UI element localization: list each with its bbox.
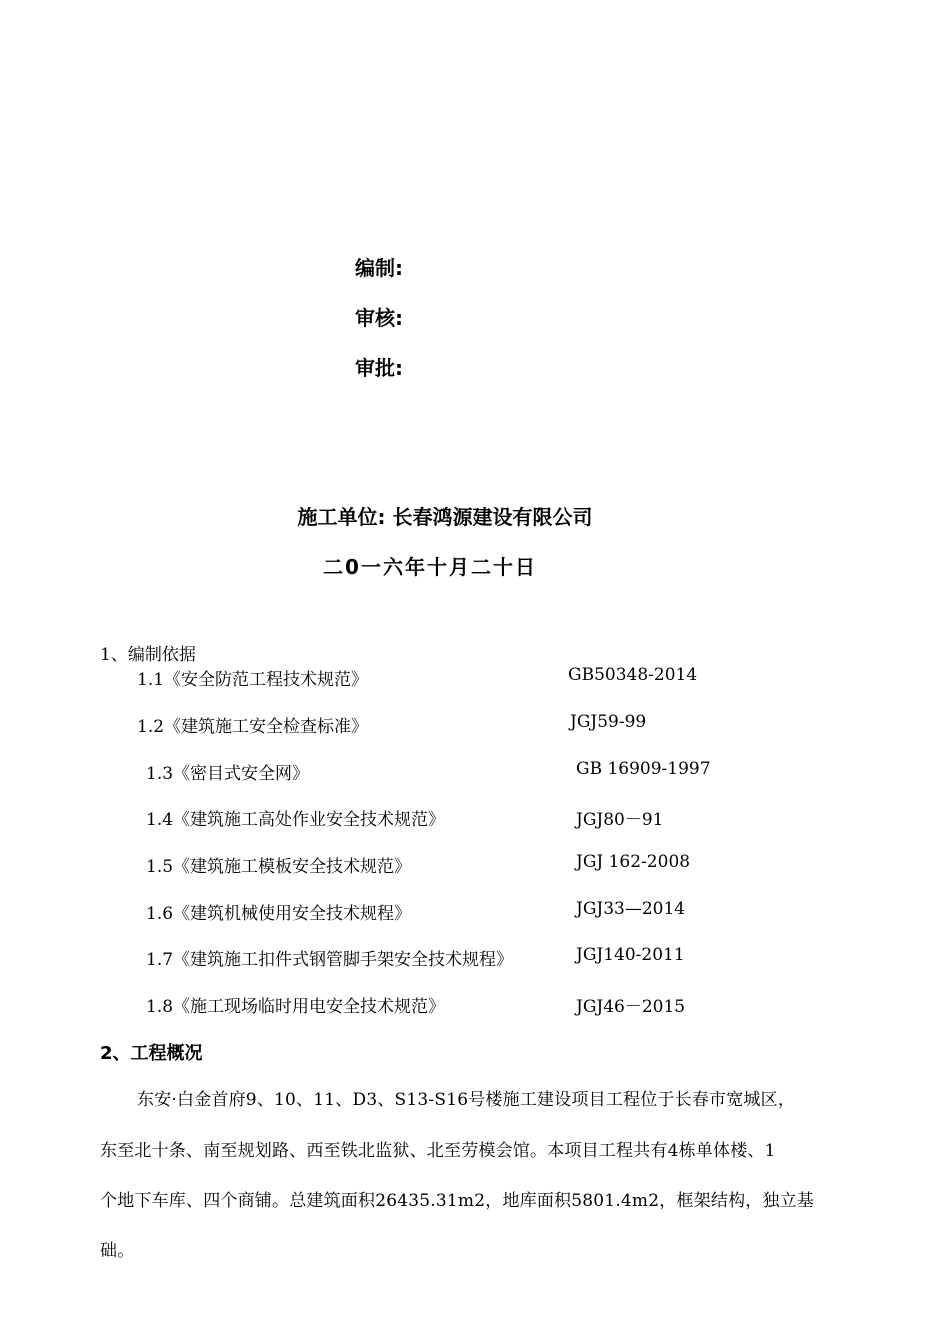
approve-label: 审批: xyxy=(355,356,403,380)
reference-code: GB50348-2014 xyxy=(568,665,698,685)
reference-title: 1.5《建筑施工模板安全技术规范》 xyxy=(146,857,412,877)
section2-heading: 2、工程概况 xyxy=(100,1043,203,1064)
overview-line: 个地下车库、四个商铺。总建筑面积26435.31m2，地库面积5801.4m2，框架结构，独立基 xyxy=(100,1191,815,1211)
reference-title: 1.4《建筑施工高处作业安全技术规范》 xyxy=(146,810,446,830)
overview-line: 础。 xyxy=(100,1241,135,1261)
reference-code: JGJ140-2011 xyxy=(576,945,685,965)
reference-code: JGJ 162-2008 xyxy=(576,852,691,872)
reference-title: 1.6《建筑机械使用安全技术规程》 xyxy=(146,904,412,924)
review-label: 审核: xyxy=(355,306,403,330)
reference-title: 1.3《密目式安全网》 xyxy=(146,764,310,784)
reference-code: JGJ80－91 xyxy=(576,810,664,830)
reference-title: 1.1《安全防范工程技术规范》 xyxy=(137,670,369,690)
reference-title: 1.8《施工现场临时用电安全技术规范》 xyxy=(146,997,446,1017)
reference-code: JGJ46－2015 xyxy=(576,997,686,1017)
compile-label: 编制: xyxy=(355,256,403,280)
reference-code: JGJ59-99 xyxy=(570,712,647,732)
section1-heading: 1、编制依据 xyxy=(100,645,196,665)
reference-title: 1.7《建筑施工扣件式钢管脚手架安全技术规程》 xyxy=(146,950,514,970)
construction-unit: 施工单位: 长春鸿源建设有限公司 xyxy=(297,505,593,529)
document-date: 二0一六年十月二十日 xyxy=(323,555,537,579)
overview-line: 东安·白金首府9、10、11、D3、S13-S16号楼施工建设项目工程位于长春市宽城区， xyxy=(137,1090,796,1110)
reference-title: 1.2《建筑施工安全检查标准》 xyxy=(137,717,369,737)
overview-line: 东至北十条、南至规划路、西至铁北监狱、北至劳模会馆。本项目工程共有4栋单体楼、1 xyxy=(100,1141,776,1161)
reference-code: JGJ33—2014 xyxy=(576,899,686,919)
reference-code: GB 16909-1997 xyxy=(576,759,711,779)
